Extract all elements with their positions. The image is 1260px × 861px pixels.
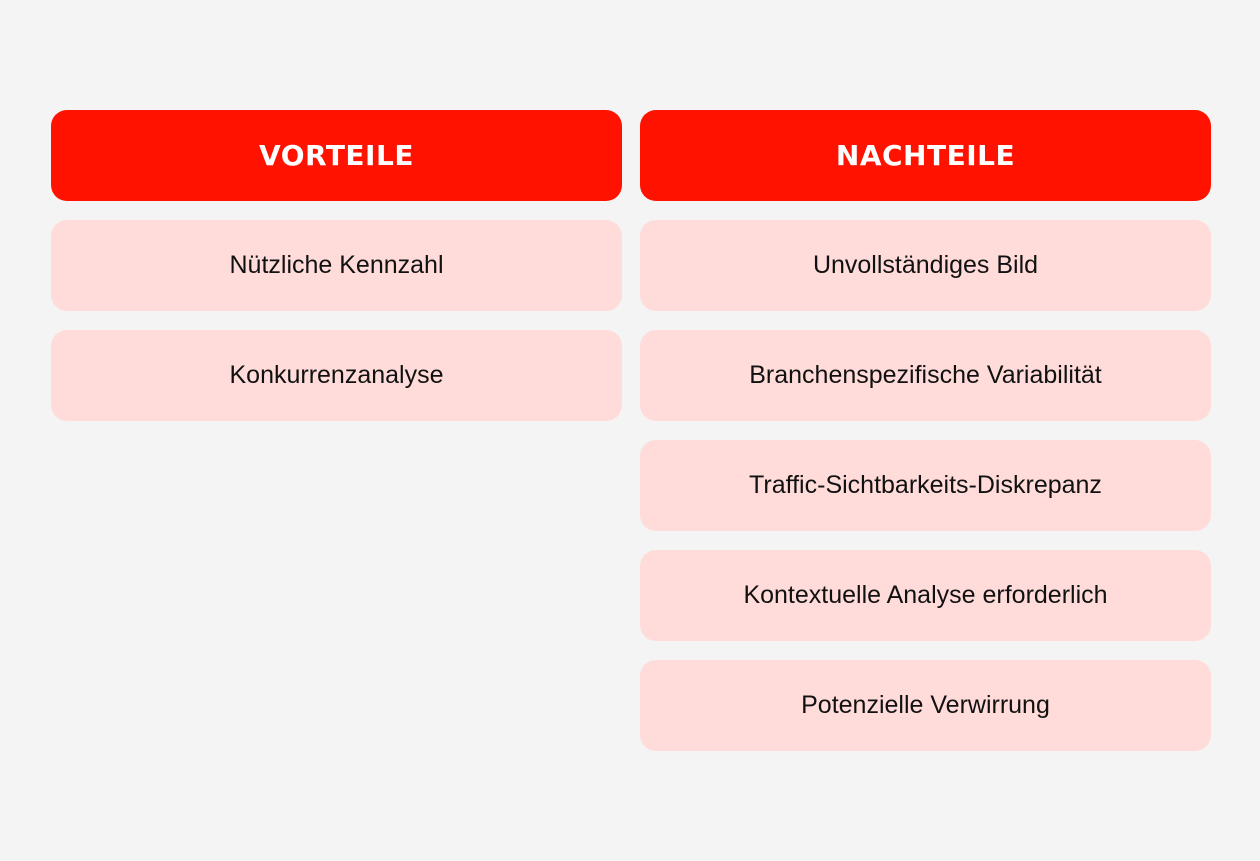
advantage-item-1: Nützliche Kennzahl	[51, 220, 622, 311]
disadvantages-header: NACHTEILE	[640, 110, 1211, 201]
advantage-item-2: Konkurrenzanalyse	[51, 330, 622, 421]
disadvantage-item-3: Traffic-Sichtbarkeits-Diskrepanz	[640, 440, 1211, 531]
disadvantages-column	[640, 110, 1211, 770]
advantages-header: VORTEILE	[51, 110, 622, 201]
disadvantage-item-5: Potenzielle Verwirrung	[640, 660, 1211, 751]
disadvantage-item-4: Kontextuelle Analyse erforderlich	[640, 550, 1211, 641]
advantages-column	[51, 110, 622, 440]
disadvantage-item-2: Branchenspezifische Variabilität	[640, 330, 1211, 421]
disadvantage-item-1: Unvollständiges Bild	[640, 220, 1211, 311]
